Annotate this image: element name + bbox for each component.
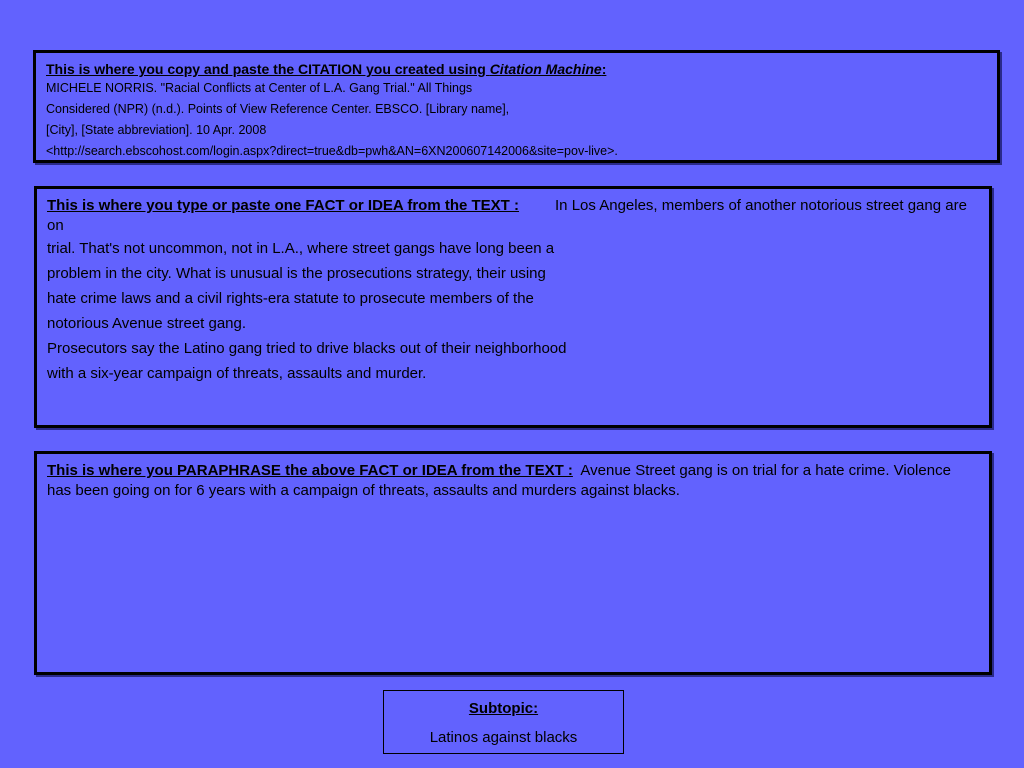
citation-line: MICHELE NORRIS. "Racial Conflicts at Center of L.A. Gang Trial." All Things: [46, 81, 473, 95]
fact-line: with a six-year campaign of threats, assaults and murder.: [47, 365, 427, 382]
paraphrase-heading: This is where you PARAPHRASE the above FACT or IDEA from the TEXT :: [47, 462, 573, 479]
fact-first-paragraph: [47, 196, 979, 236]
fact-text-start: In Los Angeles, members of another notorious street gang are on: [47, 197, 967, 234]
citation-line: Considered (NPR) (n.d.). Points of View Reference Center. EBSCO. [Library name],: [46, 102, 510, 116]
citation-heading: [46, 60, 987, 78]
fact-line: hate crime laws and a civil rights-era statute to prosecute members of the: [47, 290, 534, 307]
citation-heading-text: This is where you copy and paste the CITATION you created using: [46, 61, 490, 77]
fact-line: Prosecutors say the Latino gang tried to drive blacks out of their neighborhood: [47, 340, 567, 357]
subtopic-value: Latinos against blacks: [429, 729, 578, 746]
citation-box: [33, 50, 1000, 163]
paraphrase-box: [34, 451, 992, 675]
citation-line: [City], [State abbreviation]. 10 Apr. 2008: [46, 123, 267, 137]
citation-url-line: <http://search.ebscohost.com/login.aspx?direct=true&db=pwh&AN=6XN200607142006&site=pov-live>.: [46, 144, 618, 158]
paraphrase-text: Avenue Street gang is on trial for a hate crime. Violence has been going on for 6 years with a campaign of threats, assaults and murders against blacks.: [47, 462, 951, 499]
citation-heading-colon: :: [601, 61, 607, 77]
fact-line: notorious Avenue street gang.: [47, 315, 247, 332]
fact-line: trial. That's not uncommon, not in L.A., where street gangs have long been a: [47, 240, 555, 257]
subtopic-box: [383, 690, 624, 754]
fact-heading: This is where you type or paste one FACT or IDEA from the TEXT :: [47, 197, 520, 214]
citation-machine-label: Citation Machine: [489, 61, 602, 77]
subtopic-heading: Subtopic:: [468, 700, 539, 717]
fact-box: [34, 186, 992, 428]
fact-line: problem in the city. What is unusual is the prosecutions strategy, their using: [47, 265, 546, 282]
